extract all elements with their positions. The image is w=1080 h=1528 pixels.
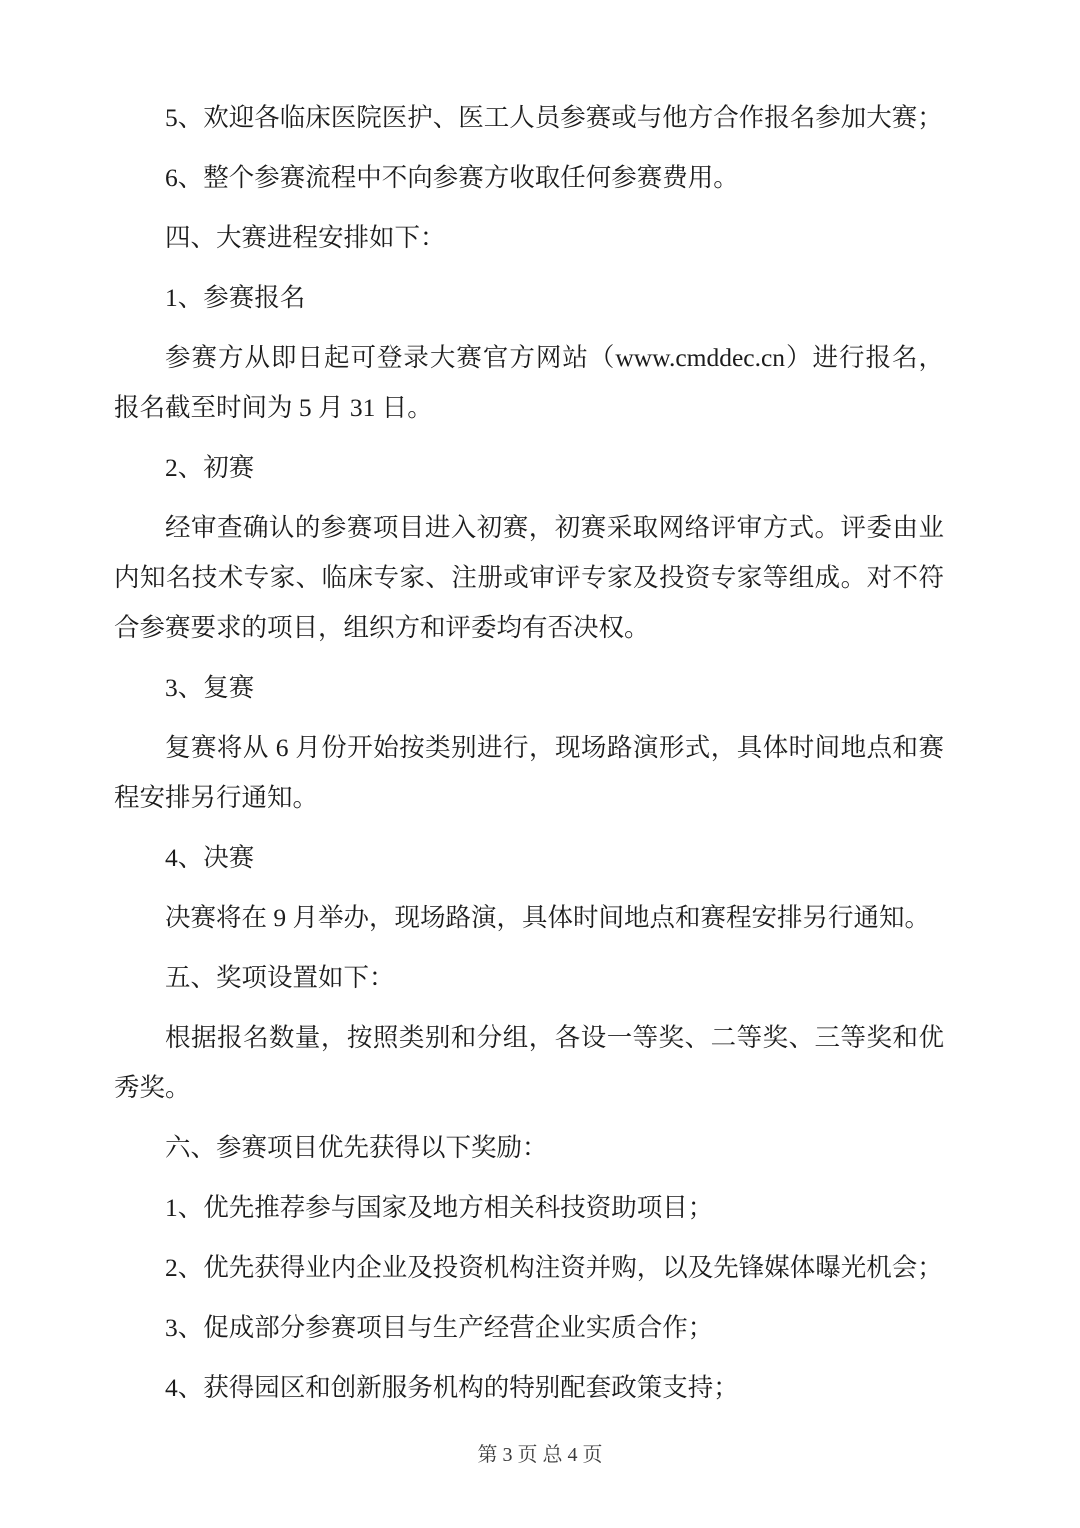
paragraph: 6、整个参赛流程中不向参赛方收取任何参赛费用。 xyxy=(165,163,739,192)
page-footer xyxy=(0,1432,1080,1478)
paragraph: 1、优先推荐参与国家及地方相关科技资助项目； xyxy=(165,1193,714,1222)
paragraph: 四、大赛进程安排如下： xyxy=(165,223,446,252)
paragraph: 决赛将在 9 月举办，现场路演，具体时间地点和赛程安排另行通知。 xyxy=(165,903,931,932)
paragraph: 复赛将从 6 月份开始按类别进行，现场路演形式，具体时间地点和赛程安排另行通知。 xyxy=(114,733,944,812)
paragraph: 3、复赛 xyxy=(165,673,255,702)
paragraph: 5、欢迎各临床医院医护、医工人员参赛或与他方合作报名参加大赛； xyxy=(165,103,943,132)
paragraph: 2、优先获得业内企业及投资机构注资并购，以及先锋媒体曝光机会； xyxy=(165,1253,943,1282)
paragraph: 3、促成部分参赛项目与生产经营企业实质合作； xyxy=(165,1313,714,1342)
paragraph: 五、奖项设置如下： xyxy=(165,963,395,992)
paragraph: 1、参赛报名 xyxy=(165,283,306,312)
paragraph: 根据报名数量，按照类别和分组，各设一等奖、二等奖、三等奖和优秀奖。 xyxy=(114,1023,944,1102)
paragraph: 4、获得园区和创新服务机构的特别配套政策支持； xyxy=(165,1373,739,1402)
paragraph: 参赛方从即日起可登录大赛官方网站（www.cmddec.cn）进行报名，报名截至时间为 5 月 31 日。 xyxy=(114,343,944,422)
paragraph: 六、参赛项目优先获得以下奖励： xyxy=(165,1133,548,1162)
document-body xyxy=(114,93,944,1423)
paragraph: 经审查确认的参赛项目进入初赛，初赛采取网络评审方式。评委由业内知名技术专家、临床专家、注册或审评专家及投资专家等组成。对不符合参赛要求的项目，组织方和评委均有否决权。 xyxy=(114,513,944,642)
paragraph: 2、初赛 xyxy=(165,453,255,482)
paragraph: 4、决赛 xyxy=(165,843,255,872)
page-number-indicator: 第 3 页 总 4 页 xyxy=(477,1444,603,1466)
